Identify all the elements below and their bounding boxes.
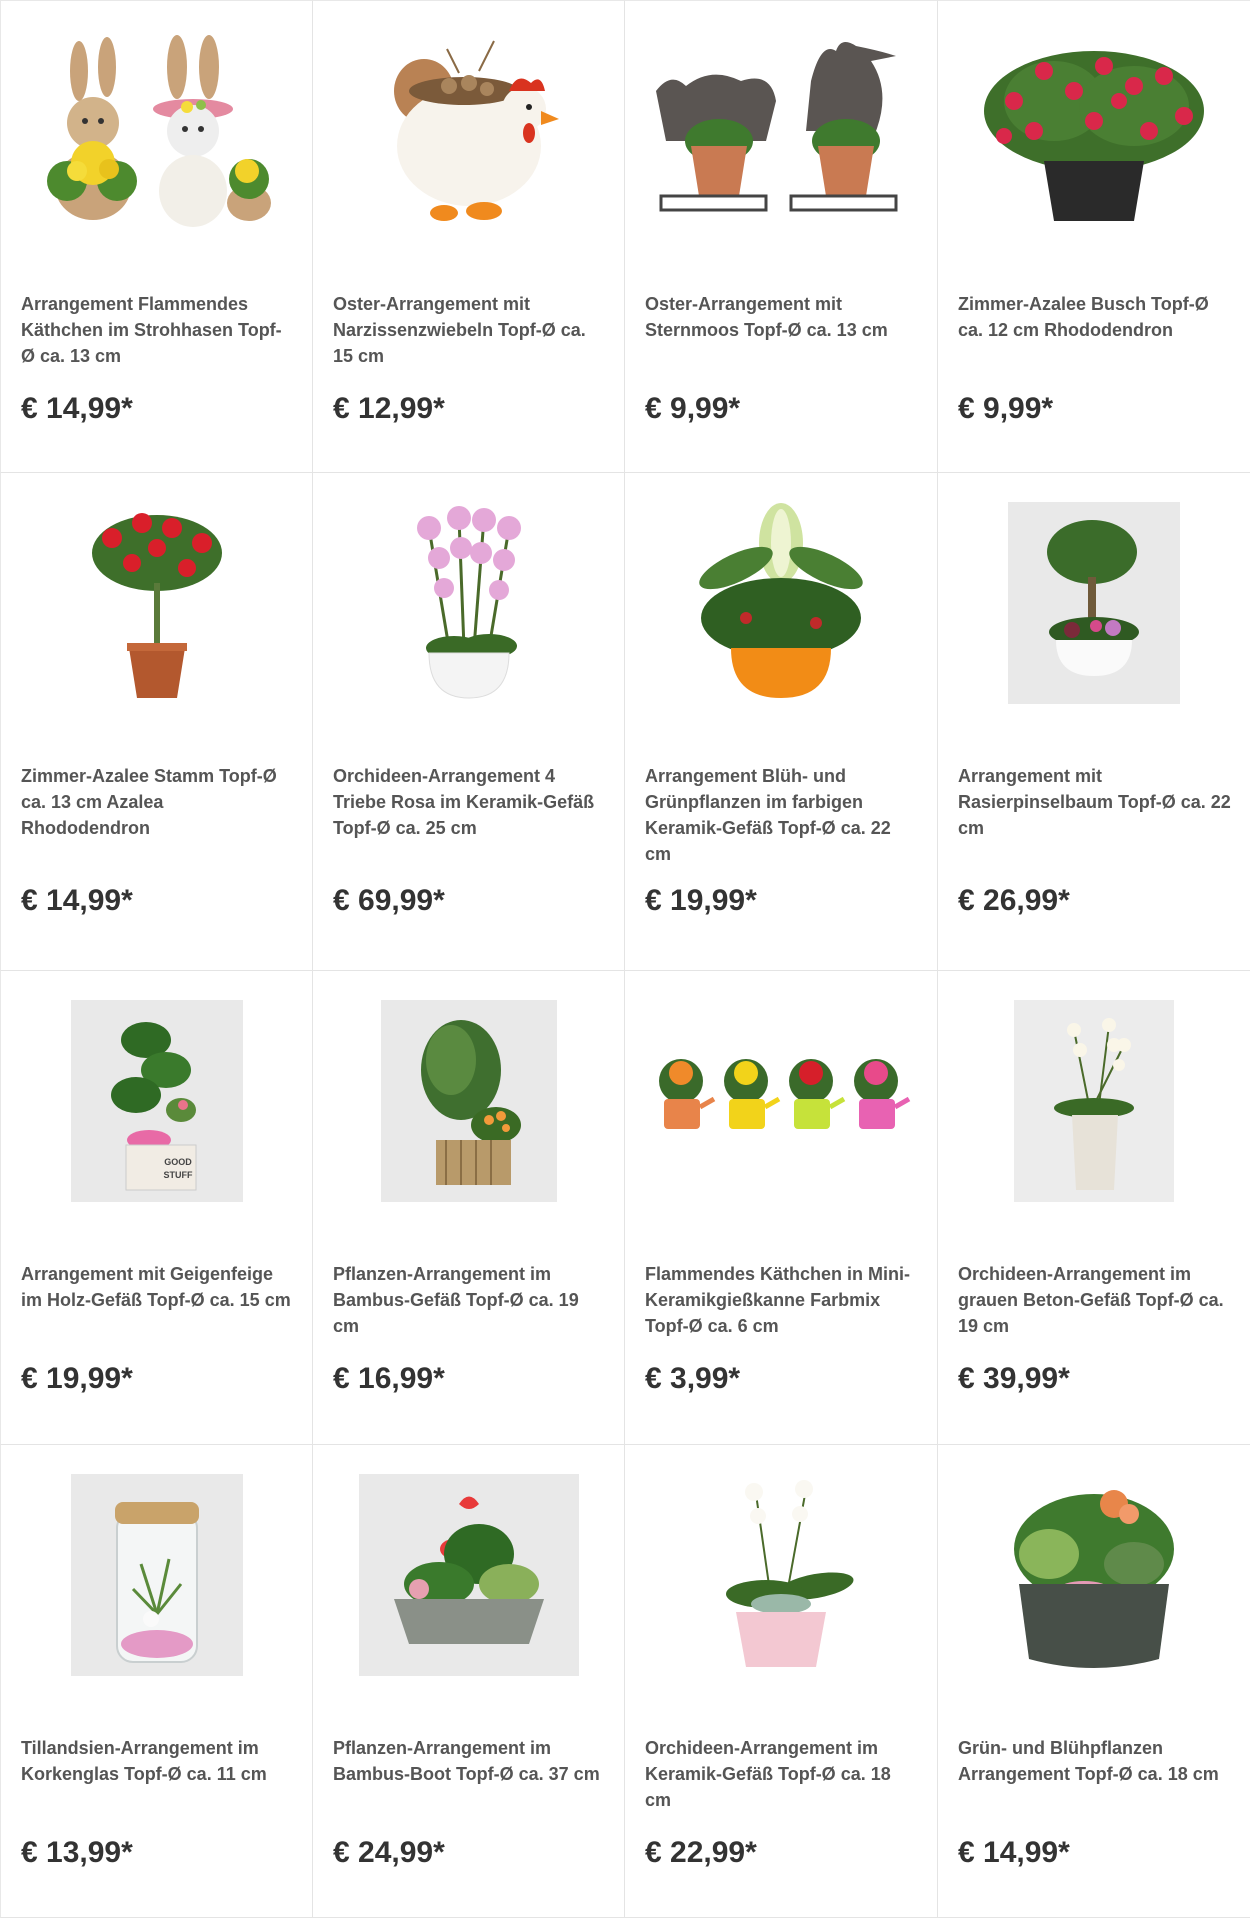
product-card[interactable]	[0, 473, 313, 971]
product-card[interactable]	[313, 1445, 625, 1918]
product-price: € 24,99*	[333, 1836, 445, 1869]
product-title[interactable]: Zimmer-Azalee Busch Topf-Ø ca. 12 cm Rhododendron	[958, 294, 1209, 340]
azalea-standard-tree-image[interactable]	[1, 493, 312, 713]
product-title[interactable]: Flammendes Käthchen in Mini-Keramikgießkanne Farbmix Topf-Ø ca. 6 cm	[645, 1264, 911, 1336]
product-card[interactable]	[625, 1445, 938, 1918]
product-title[interactable]: Orchideen-Arrangement im grauen Beton-Gefäß Topf-Ø ca. 19 cm	[958, 1264, 1224, 1336]
product-title[interactable]: Arrangement Flammendes Käthchen im Strohhasen Topf-Ø ca. 13 cm	[21, 294, 282, 366]
product-price: € 14,99*	[21, 884, 133, 917]
ceramic-chicken-planter-image[interactable]	[313, 21, 624, 241]
asparagus-fern-bamboo-image[interactable]	[313, 991, 624, 1211]
pink-orchid-image[interactable]	[313, 493, 624, 713]
product-title[interactable]: Tillandsien-Arrangement im Korkenglas Topf-Ø ca. 11 cm	[21, 1738, 267, 1784]
product-price: € 22,99*	[645, 1836, 757, 1869]
product-title[interactable]: Oster-Arrangement mit Sternmoos Topf-Ø ca. 13 cm	[645, 294, 888, 340]
product-card[interactable]	[938, 971, 1250, 1445]
product-title[interactable]: Arrangement mit Geigenfeige im Holz-Gefäß Topf-Ø ca. 15 cm	[21, 1264, 291, 1310]
product-title[interactable]: Grün- und Blühpflanzen Arrangement Topf-Ø ca. 18 cm	[958, 1738, 1219, 1784]
azalea-bush-image[interactable]	[938, 21, 1250, 241]
succulent-bowl-image[interactable]	[938, 1465, 1250, 1685]
fiddle-leaf-fig-image[interactable]	[1, 991, 312, 1211]
product-card[interactable]	[625, 473, 938, 971]
anthurium-bamboo-boat-image[interactable]	[313, 1465, 624, 1685]
product-card[interactable]	[625, 0, 938, 473]
product-price: € 39,99*	[958, 1362, 1070, 1395]
product-card[interactable]	[938, 0, 1250, 473]
straw-bunny-kalanchoe-image[interactable]	[1, 21, 312, 241]
shaving-brush-tree-image[interactable]	[938, 493, 1250, 713]
dieffenbachia-orange-pot-image[interactable]	[625, 493, 937, 713]
product-title[interactable]: Zimmer-Azalee Stamm Topf-Ø ca. 13 cm Azalea Rhododendron	[21, 766, 277, 838]
metal-hen-bunny-moss-image[interactable]	[625, 21, 937, 241]
box-text: GOOD	[163, 1157, 192, 1167]
product-card[interactable]	[0, 1445, 313, 1918]
product-price: € 13,99*	[21, 1836, 133, 1869]
product-price: € 12,99*	[333, 392, 445, 425]
product-price: € 9,99*	[645, 392, 741, 425]
box-text: STUFF	[163, 1170, 192, 1180]
tillandsia-cork-jar-image[interactable]	[1, 1465, 312, 1685]
product-title[interactable]: Orchideen-Arrangement 4 Triebe Rosa im Keramik-Gefäß Topf-Ø ca. 25 cm	[333, 766, 595, 838]
product-title[interactable]: Orchideen-Arrangement im Keramik-Gefäß Topf-Ø ca. 18 cm	[645, 1738, 891, 1810]
product-card[interactable]	[313, 971, 625, 1445]
product-card[interactable]	[0, 971, 313, 1445]
product-card[interactable]	[938, 1445, 1250, 1918]
product-price: € 3,99*	[645, 1362, 741, 1395]
orchid-pink-ceramic-image[interactable]	[625, 1465, 937, 1685]
product-card[interactable]	[625, 971, 938, 1445]
product-price: € 19,99*	[21, 1362, 133, 1395]
product-title[interactable]: Oster-Arrangement mit Narzissenzwiebeln Topf-Ø ca. 15 cm	[333, 294, 586, 366]
product-title[interactable]: Arrangement Blüh- und Grünpflanzen im farbigen Keramik-Gefäß Topf-Ø ca. 22 cm	[645, 766, 891, 864]
product-price: € 14,99*	[958, 1836, 1070, 1869]
white-orchid-concrete-image[interactable]	[938, 991, 1250, 1211]
product-price: € 16,99*	[333, 1362, 445, 1395]
product-price: € 26,99*	[958, 884, 1070, 917]
product-price: € 14,99*	[21, 392, 133, 425]
product-card[interactable]	[313, 473, 625, 971]
mini-watering-cans-image[interactable]	[625, 991, 937, 1211]
product-title[interactable]: Arrangement mit Rasierpinselbaum Topf-Ø ca. 22 cm	[958, 766, 1231, 838]
product-card[interactable]	[938, 473, 1250, 971]
product-title[interactable]: Pflanzen-Arrangement im Bambus-Boot Topf-Ø ca. 37 cm	[333, 1738, 600, 1784]
product-card[interactable]	[313, 0, 625, 473]
product-price: € 69,99*	[333, 884, 445, 917]
product-price: € 19,99*	[645, 884, 757, 917]
product-price: € 9,99*	[958, 392, 1054, 425]
product-title[interactable]: Pflanzen-Arrangement im Bambus-Gefäß Topf-Ø ca. 19 cm	[333, 1264, 579, 1336]
product-card[interactable]	[0, 0, 313, 473]
